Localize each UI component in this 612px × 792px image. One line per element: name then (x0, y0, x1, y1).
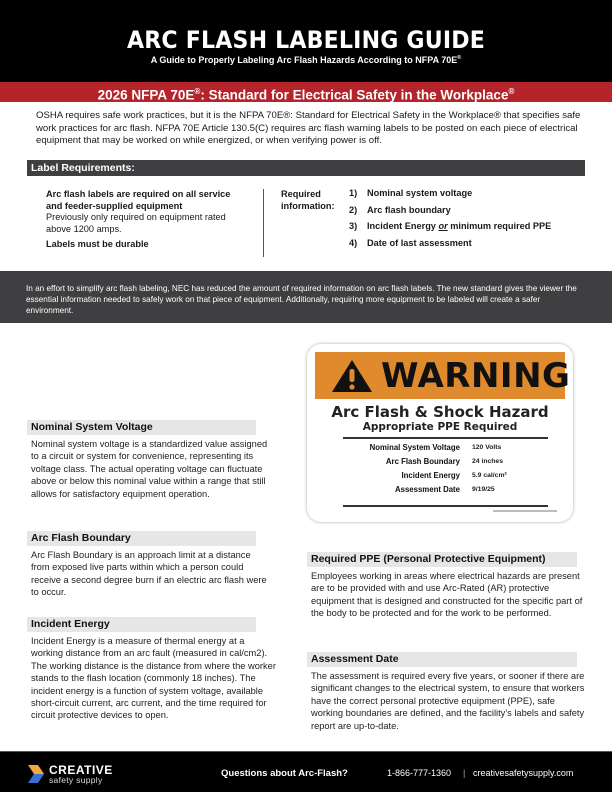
list-item (349, 205, 551, 222)
label-row-value: 5.9 cal/cm² (472, 472, 507, 479)
section-title-arc-flash-boundary: Arc Flash Boundary (27, 531, 256, 546)
subtitle-text: A Guide to Properly Labeling Arc Flash Hazards According to NFPA 70E (150, 55, 458, 65)
label-row-key: Assessment Date (394, 485, 460, 494)
section-body-nominal-voltage: Nominal system voltage is a standardized value assigned to a circuit or system for convenience, representing its voltage class. The actual operating voltage can fluctuate above or below this nominal value within a range that still allows for satisfactory equipment operation. (31, 439, 268, 499)
item-number: 4) (349, 237, 358, 248)
footer-website-link[interactable]: creativesafetysupply.com (473, 768, 574, 778)
footer-question: Questions about Arc-Flash? (221, 768, 348, 779)
page-footer (0, 751, 612, 792)
label-row-key: Nominal System Voltage (369, 443, 460, 452)
sample-warning-label (307, 344, 573, 522)
label-fine-print (493, 510, 557, 512)
list-item (349, 238, 551, 255)
warning-triangle-icon (331, 359, 373, 393)
registered-mark: ® (457, 55, 462, 61)
requirement-previous-note: Previously only required on equipment rated above 1200 amps. (46, 212, 226, 234)
item-text-part: Incident Energy (367, 221, 439, 231)
label-row-key: Arc Flash Boundary (385, 457, 460, 466)
label-row-value: 24 inches (472, 458, 503, 465)
item-text: Arc flash boundary (367, 204, 451, 215)
label-requirements-heading: Label Requirements: (27, 160, 585, 176)
item-number: 1) (349, 188, 358, 198)
label-row-value: 120 Volts (472, 444, 502, 451)
item-number: 2) (349, 204, 358, 215)
section-body-required-ppe: Employees working in areas where electrical hazards are present are to be provided with and use Arc-Rated (AR) protective equipment that is designed and constructed for the specific part of the body to be protected and for the work to be performed. (311, 571, 583, 619)
nec-note-band: In an effort to simplify arc flash labeling, NEC has reduced the amount of required information on arc flash labels. The new standard gives the viewer the essential information needed to safely work on that piece of equipment. Additionally, requiring more equipment to be labeled will create a safer environment. (0, 271, 612, 323)
intro-paragraph: OSHA requires safe work practices, but it is the NFPA 70E®: Standard for Electrical Safety in the Workplace® that specifies safe work practices for arc flash. NFPA 70E Article 130.5(C) requires arc flash warning labels to be posted on each piece of electrical equipment that may be worked on while energized, or when verifying power is off. (36, 110, 581, 146)
hazard-subheading: Appropriate PPE Required (362, 421, 518, 433)
signal-word: WARNING (381, 356, 571, 396)
label-row-key: Incident Energy (401, 471, 460, 480)
label-row (327, 469, 557, 483)
creative-safety-supply-logo-icon (27, 763, 45, 785)
emphasis-or: or (438, 221, 448, 231)
item-text: Date of last assessment (367, 237, 472, 248)
registered-mark: ® (194, 87, 201, 96)
hazard-heading: Arc Flash & Shock Hazard (331, 403, 549, 421)
logo-tagline: safety supply (49, 775, 103, 785)
page-title: ARC FLASH LABELING GUIDE (126, 26, 486, 54)
item-number: 3) (349, 221, 358, 231)
label-row (327, 483, 557, 497)
label-requirements-summary (46, 189, 246, 251)
footer-separator: | (463, 768, 466, 778)
page-subtitle (0, 55, 612, 65)
item-text-part: minimum required PPE (447, 221, 552, 231)
requirement-durable: Labels must be durable (46, 239, 149, 249)
item-text: Nominal system voltage (367, 188, 473, 198)
label-row-value: 9/19/25 (472, 486, 495, 493)
list-item (349, 221, 551, 238)
standard-banner (0, 82, 612, 102)
logo-wordmark: CREATIVE (49, 763, 113, 777)
section-title-nominal-voltage: Nominal System Voltage (27, 420, 256, 435)
vertical-divider (263, 189, 264, 257)
standard-title: : Standard for Electrical Safety in the Workplace (200, 87, 509, 103)
label-data-rows (327, 441, 557, 497)
requirement-scope: Arc flash labels are required on all service and feeder-supplied equipment (46, 189, 231, 211)
section-body-incident-energy: Incident Energy is a measure of thermal energy at a working distance from an arc fault (measured in cal/cm2). The working distance is the distance from where the worker stands to the flash location (commonly 18 inches). The incident energy is a function of system voltage, available short-circuit current, arc current, and the time required for circuit protective devices to open. (31, 636, 276, 721)
page-header (0, 0, 612, 82)
required-information-list (349, 188, 551, 254)
label-divider (343, 437, 548, 439)
item-text (367, 221, 551, 238)
required-information-label: Required information: (281, 189, 335, 211)
registered-mark: ® (508, 87, 515, 96)
list-item (349, 188, 551, 205)
section-body-assessment-date: The assessment is required every five years, or sooner if there are significant changes to the electrical system, to ensure that workers have the correct personal protective equipment (PPE), safe working boundaries are defined, and the facility's labels and safety report are up-to-date. (311, 671, 585, 731)
section-title-assessment-date: Assessment Date (307, 652, 577, 667)
warning-header (315, 352, 571, 399)
section-body-arc-flash-boundary: Arc Flash Boundary is an approach limit at a distance from exposed live parts within which a person could receive a second degree burn if an electric arc flash were to occur. (31, 550, 267, 598)
footer-phone[interactable]: 1-866-777-1360 (387, 768, 452, 778)
label-row (327, 441, 557, 455)
label-divider (343, 505, 548, 507)
standard-name: 2026 NFPA 70E (97, 87, 195, 103)
section-title-incident-energy: Incident Energy (27, 617, 256, 632)
section-title-required-ppe: Required PPE (Personal Protective Equipment) (307, 552, 577, 567)
label-row (327, 455, 557, 469)
